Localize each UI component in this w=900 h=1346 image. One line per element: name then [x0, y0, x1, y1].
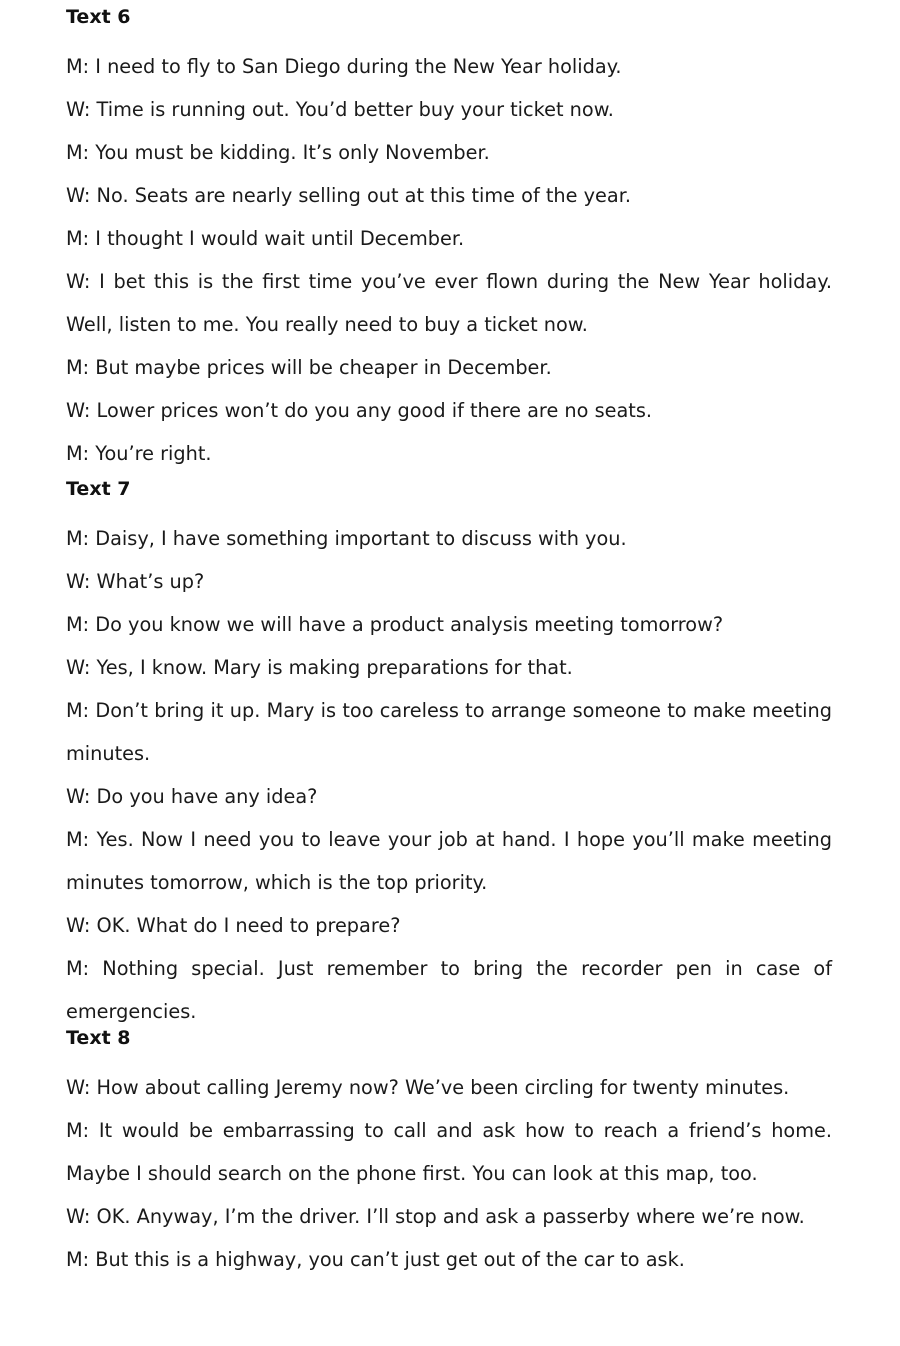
dialogue-line: W: No. Seats are nearly selling out at this time of the year. [66, 184, 632, 207]
dialogue-line: M: Nothing special. Just remember to bring the recorder pen in case of emergencies. [66, 957, 832, 1023]
dialogue-line: W: Lower prices won’t do you any good if there are no seats. [66, 399, 653, 422]
section-text-7 [66, 477, 832, 1033]
dialogue-line: W: Do you have any idea? [66, 785, 318, 808]
dialogue-line: M: Do you know we will have a product analysis meeting tomorrow? [66, 613, 724, 636]
dialogue-line: M: It would be embarrassing to call and ask how to reach a friend’s home. Maybe I should search on the phone first. You can look at this map, too. [66, 1119, 832, 1185]
section-heading: Text 8 [66, 1027, 131, 1049]
dialogue [66, 45, 832, 475]
dialogue [66, 1066, 832, 1281]
dialogue-line: W: How about calling Jeremy now? We’ve been circling for twenty minutes. [66, 1076, 790, 1099]
dialogue-line: M: You’re right. [66, 442, 212, 465]
dialogue-line: W: What’s up? [66, 570, 205, 593]
dialogue-line: M: I thought I would wait until December. [66, 227, 465, 250]
dialogue-line: M: Yes. Now I need you to leave your job at hand. I hope you’ll make meeting minutes tomorrow, which is the top priority. [66, 828, 832, 894]
dialogue-line: W: Yes, I know. Mary is making preparations for that. [66, 656, 573, 679]
dialogue-line: M: I need to fly to San Diego during the New Year holiday. [66, 55, 622, 78]
section-text-6 [66, 5, 832, 475]
section-heading: Text 7 [66, 478, 131, 500]
dialogue-line: M: But this is a highway, you can’t just get out of the car to ask. [66, 1248, 685, 1271]
dialogue-line: M: Don’t bring it up. Mary is too careless to arrange someone to make meeting minutes. [66, 699, 832, 765]
section-heading: Text 6 [66, 6, 131, 28]
dialogue-line: M: But maybe prices will be cheaper in December. [66, 356, 552, 379]
dialogue [66, 517, 832, 1033]
dialogue-line: W: I bet this is the first time you’ve ever flown during the New Year holiday. Well, listen to me. You really need to buy a ticket now. [66, 270, 832, 336]
section-text-8 [66, 1026, 832, 1281]
dialogue-line: M: You must be kidding. It’s only November. [66, 141, 490, 164]
dialogue-line: W: OK. Anyway, I’m the driver. I’ll stop and ask a passerby where we’re now. [66, 1205, 805, 1228]
dialogue-line: W: Time is running out. You’d better buy your ticket now. [66, 98, 614, 121]
dialogue-line: W: OK. What do I need to prepare? [66, 914, 401, 937]
dialogue-line: M: Daisy, I have something important to discuss with you. [66, 527, 627, 550]
